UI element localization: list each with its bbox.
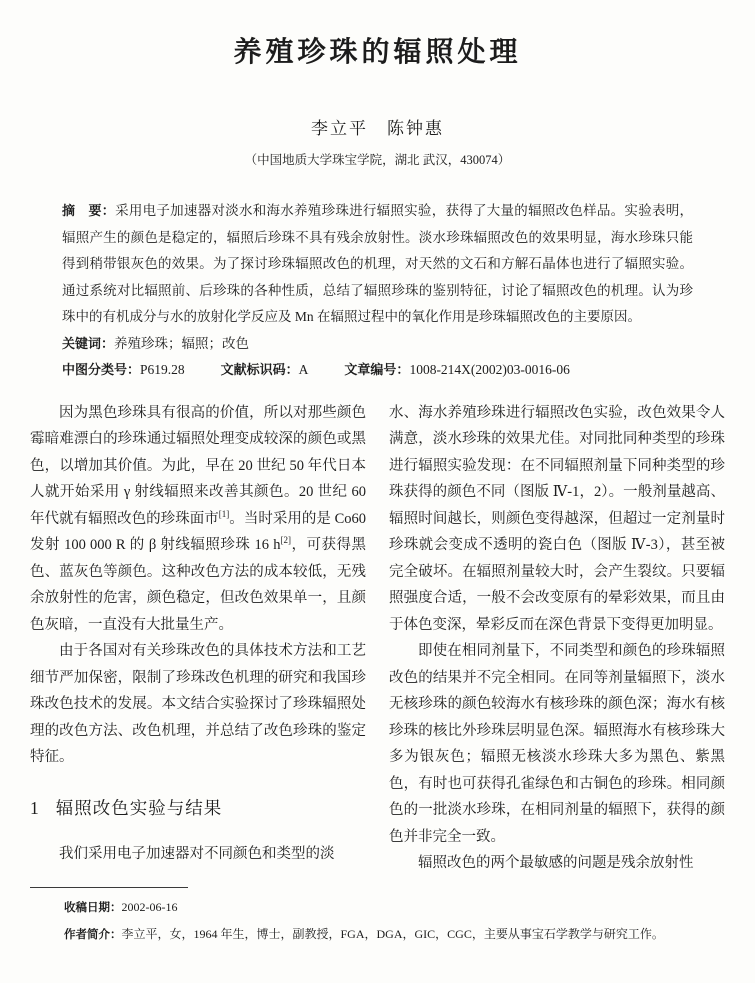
article-id-value: 1008-214X(2002)03-0016-06: [409, 362, 570, 377]
received-date-label: 收稿日期：: [64, 901, 122, 914]
classification-line: [62, 357, 693, 384]
article-id-label: 文章编号：: [344, 362, 410, 377]
keywords-text: 养殖珍珠；辐照；改色: [114, 335, 250, 351]
paper-title: 养殖珍珠的辐照处理: [233, 37, 522, 68]
keywords-label: 关键词：: [62, 335, 115, 351]
reference-superscript: [1]: [218, 508, 230, 519]
received-date-line: [30, 894, 725, 921]
section-1-title: 辐照改色实验与结果: [55, 797, 223, 818]
clc-label: 中图分类号：: [62, 362, 141, 377]
doc-code-pair: [221, 362, 309, 377]
text-segment: 由于各国对有关珍珠改色的具体技术方法和工艺细节严加保密，限制了珍珠改色机理的研究和我国珍珠改色技术的发展。本文结合实验探讨了珍珠辐照处理的改色方法、改色机理，并总结了改色珍珠的鉴定特征。: [30, 643, 366, 765]
footnote-divider: [30, 887, 188, 888]
text-segment: 辐照改色的两个最敏感的问题是残余放射性: [418, 855, 694, 871]
authors-line: 李立平 陈钟惠: [311, 119, 444, 138]
author-bio-label: 作者简介：: [64, 928, 122, 941]
clc-value: P619.28: [140, 362, 185, 377]
text-segment: 我们采用电子加速器对不同颜色和类型的淡: [59, 846, 335, 862]
text-segment: 因为黑色珍珠具有很高的价值，所以对那些颜色霉暗难漂白的珍珠通过辐照处理变成较深的颜色或黑色，以增加其价值。为此，早在 20 世纪 50 年代日本人就开始采用 γ 射线辐照来改善其颜色。20 世纪 60 年代就有辐照改色的珍珠面市: [30, 404, 366, 527]
abstract-block: [62, 198, 693, 331]
right-column: [389, 400, 725, 877]
section-1-number: 1: [30, 797, 40, 818]
text-segment: ，可获得黑色、蓝灰色等颜色。这种改色方法的成本较低，无残余放射性的危害，颜色稳定，但改色效果单一，且颜色灰暗，一直没有大批量生产。: [30, 537, 366, 633]
doc-code-label: 文献标识码：: [220, 362, 299, 377]
text-segment: 即使在相同剂量下，不同类型和颜色的珍珠辐照改色的结果并不完全相同。在同等剂量辐照下，淡水无核珍珠的颜色较海水有核珍珠的颜色深；海水有核珍珠的核比外珍珠层明显色深。辐照海水有核珍珠大多为银灰色；辐照无核淡水珍珠大多为黑色、紫黑色，有时也可获得孔雀绿色和古铜色的珍珠。相同颜色的一批淡水珍珠，在相同剂量的辐照下，获得的颜色并非完全一致。: [389, 643, 725, 845]
received-date-value: 2002-06-16: [121, 899, 178, 914]
author-bio-value: 李立平，女，1964 年生，博士，副教授，FGA，DGA，GIC，CGC，主要从事宝石学教学与研究工作。: [121, 926, 664, 941]
keywords-line: [62, 331, 693, 358]
body-paragraph: [389, 400, 725, 639]
left-column: [30, 400, 366, 877]
author-bio-line: [30, 921, 725, 948]
reference-superscript: [2]: [280, 535, 291, 546]
body-paragraph: [389, 850, 725, 877]
abstract-text: 采用电子加速器对淡水和海水养殖珍珠进行辐照实验，获得了大量的辐照改色样品。实验表明，辐照产生的颜色是稳定的，辐照后珍珠不具有残余放射性。淡水珍珠辐照改色的效果明显，海水珍珠只能得到稍带银灰色的效果。为了探讨珍珠辐照改色的机理，对天然的文石和方解石晶体也进行了辐照实验。通过系统对比辐照前、后珍珠的各种性质，总结了辐照珍珠的鉴别特征，讨论了辐照改色的机理。认为珍珠中的有机成分与水的放射化学反应及 Mn 在辐照过程中的氧化作用是珍珠辐照改色的主要原因。: [62, 203, 693, 324]
body-paragraph: [30, 638, 366, 771]
section-1-heading: [30, 795, 366, 822]
affiliation-line: （中国地质大学珠宝学院，湖北 武汉，430074）: [244, 153, 511, 167]
text-segment: 。当时采用的是 Co60 发射 100 000 R 的 β 射线辐照珍珠 16 h: [30, 510, 367, 553]
text-segment: 水、海水养殖珍珠进行辐照改色实验，改色效果令人满意，淡水珍珠的效果尤佳。对同批同种类型的珍珠进行辐照实验发现：在不同辐照剂量下同种类型的珍珠获得的颜色不同（图版 Ⅳ-1，2）。一般剂量越高、辐照时间越长，则颜色变得越深，但超过一定剂量时珍珠就会变成不透明的瓷白色（图版 Ⅳ-3），甚至被完全破坏。在辐照剂量较大时，会产生裂纹。只要辐照强度合适，一般不会改变原有的晕彩效果，而且由于体色变深，晕彩反而在深色背景下变得更加明显。: [389, 404, 725, 633]
two-column-body: [30, 400, 725, 877]
article-id-pair: [344, 362, 570, 377]
doc-code-value: A: [298, 362, 309, 377]
footnote-block: [30, 887, 725, 948]
abstract-label: 摘 要：: [62, 203, 116, 218]
body-paragraph: [30, 841, 366, 868]
clc-pair: [62, 362, 185, 377]
body-paragraph: [30, 400, 366, 639]
body-paragraph: [389, 638, 725, 850]
